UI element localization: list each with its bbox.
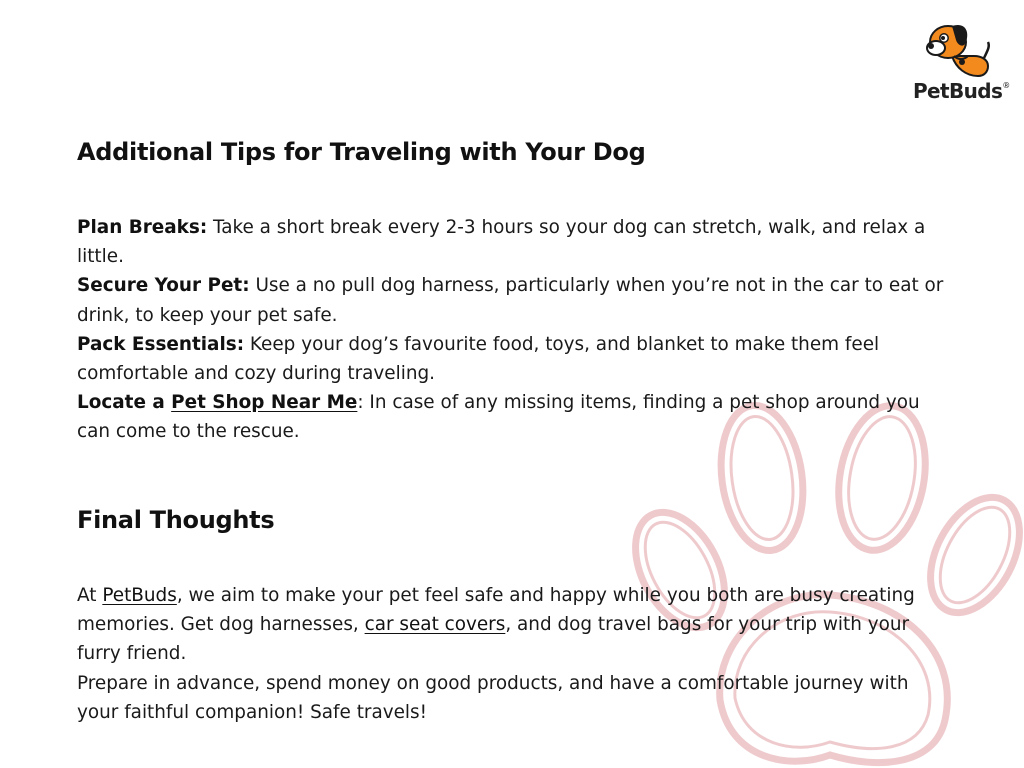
- registered-mark: ®: [1002, 81, 1010, 90]
- tip-label: Plan Breaks:: [77, 217, 208, 238]
- petbuds-logo[interactable]: [905, 16, 1017, 106]
- final-thoughts-body: [77, 581, 947, 727]
- tip-text: Use a no pull dog harness, particularly when you’re not in the car to eat or drink, to keep your pet safe.: [77, 275, 944, 326]
- text-fragment: , and dog travel bags for your trip with your furry friend.: [77, 614, 910, 665]
- dog-head-icon: [922, 16, 992, 80]
- section-heading-final-thoughts: Final Thoughts: [77, 506, 275, 534]
- tip-plan-breaks: [77, 213, 947, 271]
- tip-label: Secure Your Pet:: [77, 275, 250, 297]
- text-fragment: , we aim to make your pet feel safe and happy while you both are busy creating memories. Get dog harnesses,: [77, 585, 915, 636]
- tip-text: Keep your dog’s favourite food, toys, and blanket to make them feel comfortable and cozy during traveling.: [77, 333, 880, 385]
- car-seat-covers-link[interactable]: car seat covers: [364, 614, 506, 636]
- logo-wordmark: PetBuds: [913, 79, 1003, 103]
- section-heading-tips: Additional Tips for Traveling with Your Dog: [77, 138, 646, 166]
- tip-text: Take a short break every 2-3 hours so your dog can stretch, walk, and relax a little.: [77, 217, 926, 268]
- text-fragment: At: [77, 585, 103, 606]
- tips-list: [77, 213, 947, 447]
- pet-shop-near-me-link[interactable]: Pet Shop Near Me: [171, 392, 358, 414]
- tip-label-prefix: Locate a: [77, 392, 172, 414]
- tip-text: : In case of any missing items, finding a pet shop around you can come to the rescue.: [77, 392, 920, 443]
- tip-label: [77, 392, 357, 413]
- tip-label: Pack Essentials:: [77, 333, 245, 355]
- final-paragraph-1: [77, 581, 947, 669]
- tip-secure-pet: [77, 271, 947, 329]
- tip-locate-pet-shop: [77, 388, 947, 446]
- final-paragraph-2: Prepare in advance, spend money on good products, and have a comfortable journey with your faithful companion! Safe travels!: [77, 672, 909, 723]
- petbuds-link[interactable]: PetBuds: [102, 585, 177, 606]
- tip-pack-essentials: [77, 330, 947, 388]
